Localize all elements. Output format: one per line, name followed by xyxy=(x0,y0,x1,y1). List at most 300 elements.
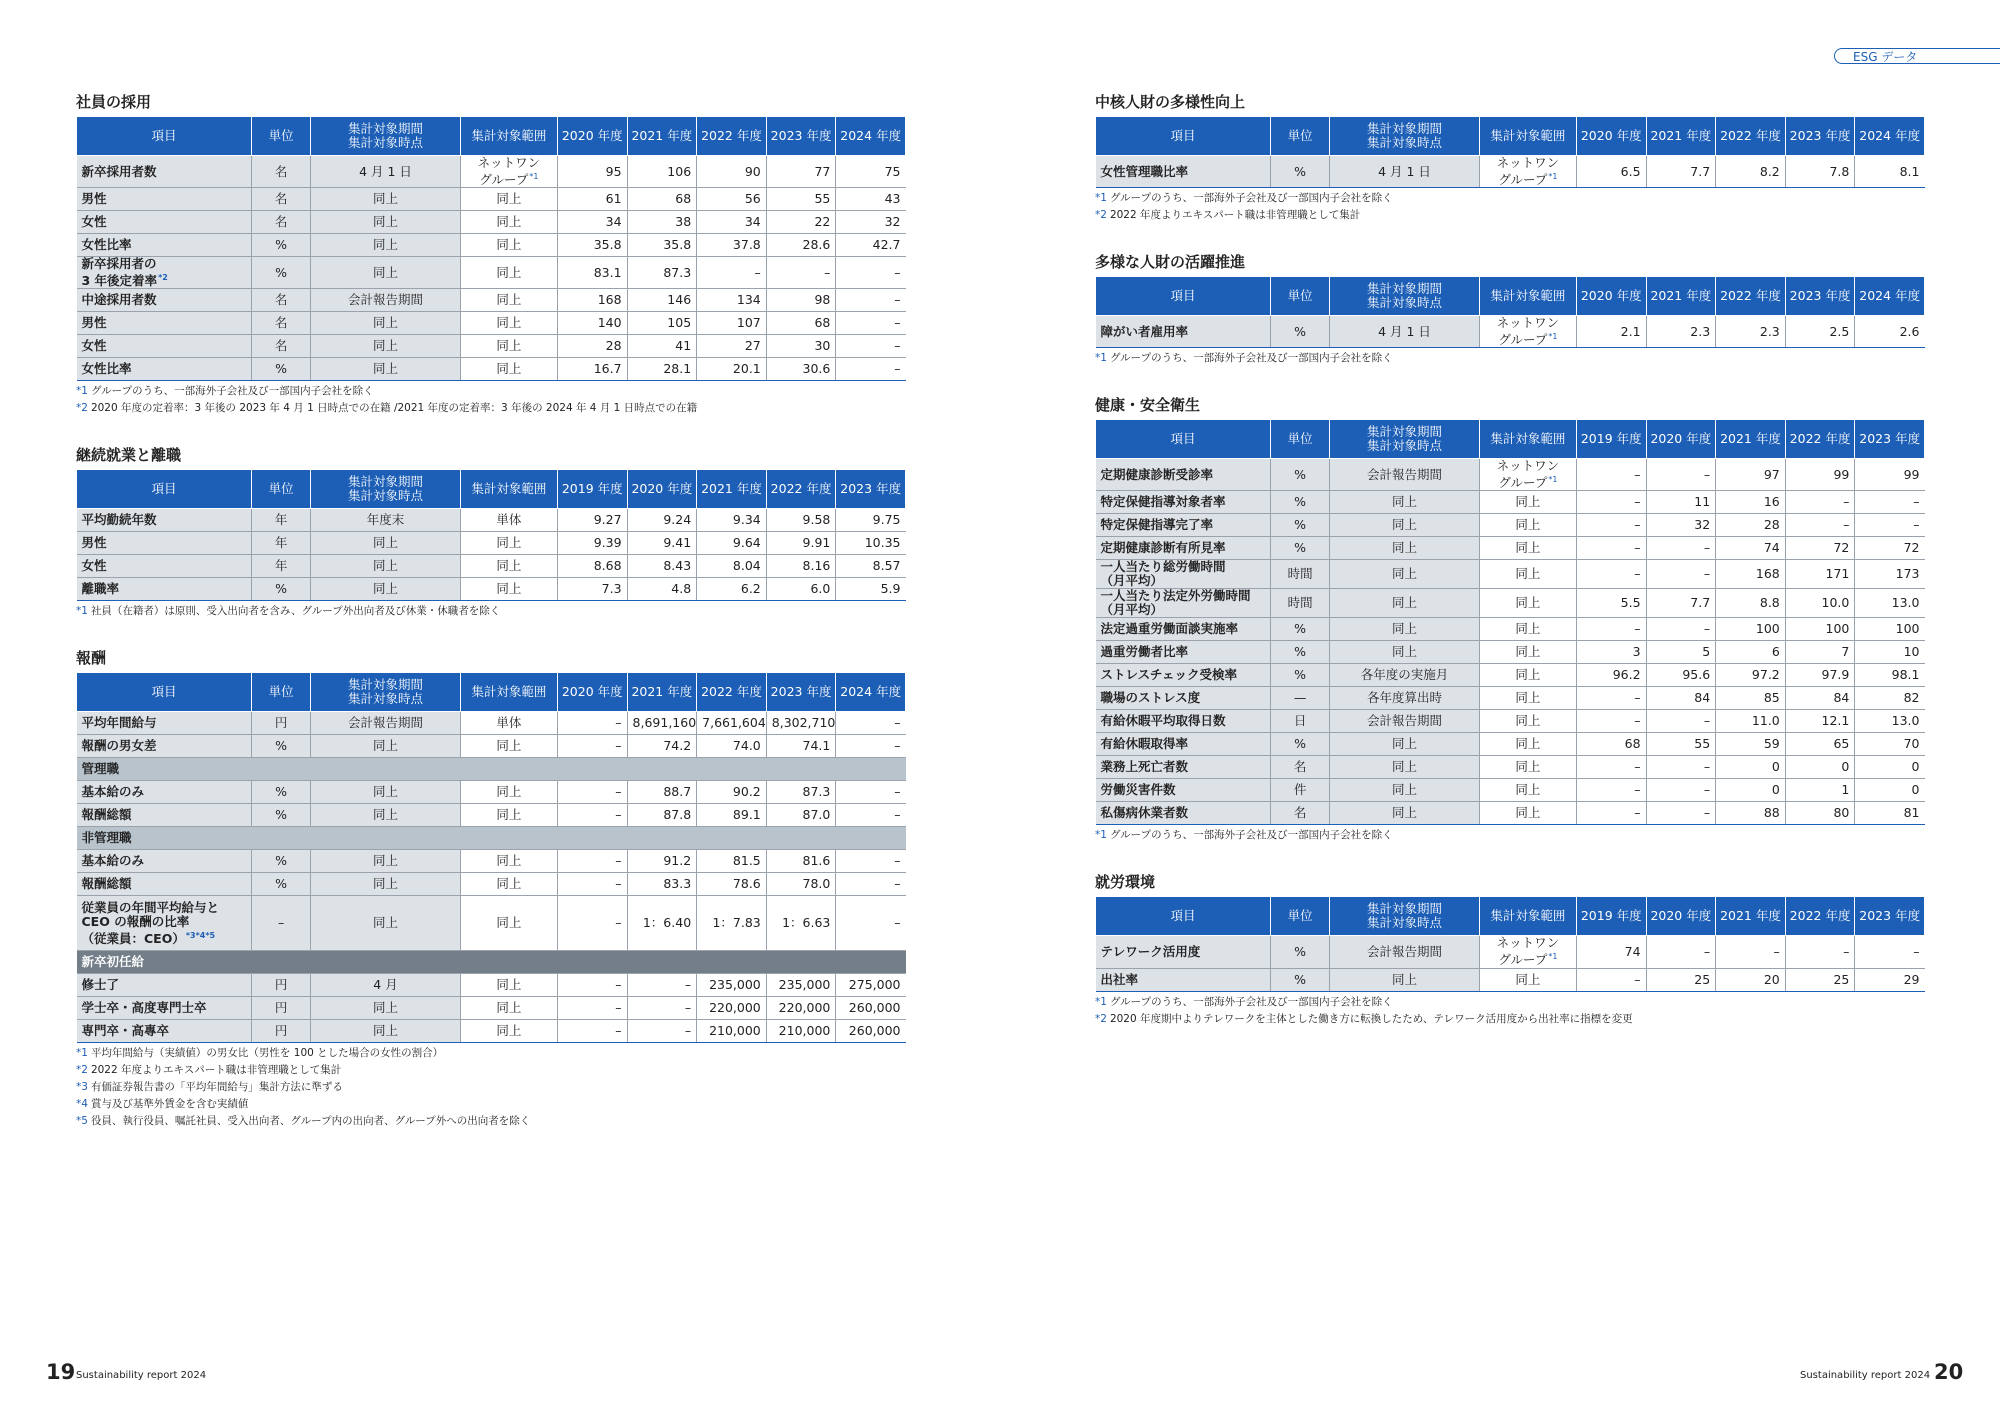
table-row xyxy=(77,156,906,188)
value-cell: 70 xyxy=(1855,733,1925,756)
table-row xyxy=(77,735,906,758)
value-cell: 56 xyxy=(697,188,767,211)
value-cell: 28.6 xyxy=(766,234,836,257)
value-cell: 83.1 xyxy=(557,257,627,289)
scope-cell: 同上 xyxy=(1479,779,1576,802)
section-title: 多様な人財の活躍推進 xyxy=(1095,253,1246,272)
period-header-line1: 集計対象期間 xyxy=(1367,281,1443,297)
value-cell: – xyxy=(1576,537,1646,560)
period-cell: 同上 xyxy=(311,188,461,211)
footnote xyxy=(1095,190,1925,207)
value-cell: 28.1 xyxy=(627,358,697,381)
table-row xyxy=(77,188,906,211)
header-row xyxy=(1096,897,1925,936)
row-label: 平均年間給与 xyxy=(77,712,252,735)
value-cell: – xyxy=(1576,560,1646,589)
period-cell: 同上 xyxy=(311,335,461,358)
value-cell: – xyxy=(1785,491,1855,514)
value-cell: – xyxy=(1576,491,1646,514)
col-unit: 単位 xyxy=(1271,420,1330,459)
unit-cell: % xyxy=(1271,664,1330,687)
value-cell: 5 xyxy=(1646,641,1716,664)
footnote-marker: *1 xyxy=(529,172,539,181)
footnote-text: 2022 年度よりエキスパート職は非管理職として集計 xyxy=(90,1064,342,1077)
scope-cell: 同上 xyxy=(460,997,557,1020)
value-cell: 78.0 xyxy=(766,873,836,896)
data-table xyxy=(1095,419,1925,825)
section-core-diversity xyxy=(1095,91,1925,224)
period-cell: 同上 xyxy=(311,211,461,234)
col-year: 2022 年度 xyxy=(1716,277,1786,316)
section-pay xyxy=(76,647,906,1130)
unit-cell: 日 xyxy=(1271,710,1330,733)
footnotes xyxy=(76,383,906,417)
value-cell: 8,302,710 xyxy=(766,712,836,735)
period-header-line2: 集計対象時点 xyxy=(1367,915,1443,931)
period-header-line2: 集計対象時点 xyxy=(348,488,424,504)
row-label xyxy=(1096,560,1271,589)
col-year: 2023 年度 xyxy=(1855,897,1925,936)
row-label: 女性 xyxy=(77,335,252,358)
period-cell: 各年度の実施月 xyxy=(1330,664,1480,687)
subheader-row-label: 管理職 xyxy=(77,758,906,781)
footnote xyxy=(76,1079,906,1096)
value-cell: – xyxy=(1855,514,1925,537)
table-row xyxy=(1096,491,1925,514)
row-label: 平均勤続年数 xyxy=(77,509,252,532)
value-cell: 68 xyxy=(766,312,836,335)
scope-cell: 同上 xyxy=(460,555,557,578)
table-row xyxy=(77,896,906,951)
period-cell: 同上 xyxy=(1330,618,1480,641)
value-cell: – xyxy=(1576,514,1646,537)
value-cell: 16 xyxy=(1716,491,1786,514)
value-cell: – xyxy=(557,974,627,997)
value-cell: – xyxy=(557,997,627,1020)
unit-cell: — xyxy=(1271,687,1330,710)
value-cell: 12.1 xyxy=(1785,710,1855,733)
scope-cell: 単体 xyxy=(460,712,557,735)
value-cell: – xyxy=(557,712,627,735)
scope-cell xyxy=(1479,936,1576,968)
report-title-right: Sustainability report 2024 xyxy=(1800,1370,1931,1381)
col-year: 2019 年度 xyxy=(557,470,627,509)
table-row xyxy=(1096,756,1925,779)
value-cell: – xyxy=(1576,968,1646,991)
row-label: 職場のストレス度 xyxy=(1096,687,1271,710)
data-table xyxy=(76,469,906,601)
section-title: 報酬 xyxy=(76,649,107,668)
section-title: 継続就業と離職 xyxy=(76,446,182,465)
table-row xyxy=(77,335,906,358)
value-cell: – xyxy=(627,974,697,997)
value-cell: 98.1 xyxy=(1855,664,1925,687)
table-row xyxy=(1096,733,1925,756)
footnote-text: 社員（在籍者）は原則、受入出向者を含み、グループ外出向者及び休業・休職者を除く xyxy=(90,605,501,618)
scope-cell: 同上 xyxy=(460,358,557,381)
footnote-text: 賞与及び基準外賃金を含む実績値 xyxy=(90,1098,249,1111)
value-cell: 29 xyxy=(1855,968,1925,991)
footnote xyxy=(76,1113,906,1130)
value-cell: 3 xyxy=(1576,641,1646,664)
period-cell: 4 月 1 日 xyxy=(311,156,461,188)
value-cell: – xyxy=(1576,687,1646,710)
table-row xyxy=(77,211,906,234)
col-scope: 集計対象範囲 xyxy=(1479,420,1576,459)
esg-data-tab: ESG データ xyxy=(1834,48,2000,64)
value-cell: 210,000 xyxy=(766,1020,836,1043)
period-cell: 同上 xyxy=(311,997,461,1020)
scope-cell: 同上 xyxy=(460,257,557,289)
period-header-line2: 集計対象時点 xyxy=(1367,295,1443,311)
value-cell: 168 xyxy=(557,289,627,312)
unit-cell: % xyxy=(252,735,311,758)
value-cell: 84 xyxy=(1785,687,1855,710)
value-cell: 13.0 xyxy=(1855,589,1925,618)
footnote xyxy=(1095,350,1925,367)
row-label xyxy=(77,257,252,289)
table-row xyxy=(77,532,906,555)
value-cell: 41 xyxy=(627,335,697,358)
period-cell: 同上 xyxy=(1330,802,1480,825)
row-label: 男性 xyxy=(77,188,252,211)
row-label: 報酬の男女差 xyxy=(77,735,252,758)
period-cell: 4 月 xyxy=(311,974,461,997)
period-cell: 同上 xyxy=(1330,779,1480,802)
page-number-right: 20 xyxy=(1934,1360,1964,1384)
value-cell: 5.9 xyxy=(836,578,906,601)
value-cell: 235,000 xyxy=(697,974,767,997)
scope-cell: 同上 xyxy=(460,781,557,804)
value-cell: 100 xyxy=(1716,618,1786,641)
col-year: 2019 年度 xyxy=(1576,420,1646,459)
unit-cell: 名 xyxy=(252,156,311,188)
unit-cell: % xyxy=(1271,936,1330,968)
col-scope: 集計対象範囲 xyxy=(1479,277,1576,316)
unit-cell: % xyxy=(1271,537,1330,560)
value-cell: 81 xyxy=(1855,802,1925,825)
value-cell: 13.0 xyxy=(1855,710,1925,733)
value-cell: 173 xyxy=(1855,560,1925,589)
value-cell: 107 xyxy=(697,312,767,335)
footnote-text: グループのうち、一部海外子会社及び一部国内子会社を除く xyxy=(1109,192,1393,205)
value-cell: 140 xyxy=(557,312,627,335)
footnote xyxy=(1095,994,1925,1011)
value-cell: – xyxy=(697,257,767,289)
scope-cell: 同上 xyxy=(1479,756,1576,779)
value-cell: 28 xyxy=(1716,514,1786,537)
scope-cell: 同上 xyxy=(1479,514,1576,537)
value-cell: 74.2 xyxy=(627,735,697,758)
value-cell: 88.7 xyxy=(627,781,697,804)
section-title: 健康・安全衛生 xyxy=(1095,396,1201,415)
table-row xyxy=(77,997,906,1020)
unit-cell: % xyxy=(1271,968,1330,991)
footnote xyxy=(1095,827,1925,844)
value-cell: 1：7.83 xyxy=(697,896,767,951)
value-cell: 78.6 xyxy=(697,873,767,896)
period-cell: 同上 xyxy=(311,234,461,257)
row-label: 女性比率 xyxy=(77,234,252,257)
period-cell: 同上 xyxy=(1330,968,1480,991)
table-row xyxy=(77,234,906,257)
value-cell: 4.8 xyxy=(627,578,697,601)
period-cell: 会計報告期間 xyxy=(1330,710,1480,733)
value-cell: – xyxy=(1576,618,1646,641)
unit-cell: % xyxy=(252,234,311,257)
scope-cell xyxy=(460,156,557,188)
value-cell: 2.5 xyxy=(1785,316,1855,348)
value-cell: – xyxy=(557,873,627,896)
value-cell: 7.8 xyxy=(1785,156,1855,188)
unit-cell: % xyxy=(252,781,311,804)
col-unit: 単位 xyxy=(252,117,311,156)
value-cell: 61 xyxy=(557,188,627,211)
table-row xyxy=(1096,687,1925,710)
footnote-text: 2020 年度の定着率：3 年後の 2023 年 4 月 1 日時点での在籍 /2021 年度の定着率：3 年後の 2024 年 4 月 1 日時点での在籍 xyxy=(90,402,698,415)
header-row xyxy=(77,673,906,712)
period-header-line1: 集計対象期間 xyxy=(348,474,424,490)
unit-cell: 件 xyxy=(1271,779,1330,802)
scope-cell: 同上 xyxy=(1479,664,1576,687)
value-cell: 77 xyxy=(766,156,836,188)
row-label: 障がい者雇用率 xyxy=(1096,316,1271,348)
period-cell: 同上 xyxy=(1330,514,1480,537)
value-cell: 1：6.63 xyxy=(766,896,836,951)
unit-cell: % xyxy=(1271,491,1330,514)
value-cell: – xyxy=(1576,779,1646,802)
col-year: 2021 年度 xyxy=(627,673,697,712)
period-header-line1: 集計対象期間 xyxy=(1367,424,1443,440)
unit-cell: 名 xyxy=(252,289,311,312)
col-item: 項目 xyxy=(1096,117,1271,156)
row-label: 特定保健指導完了率 xyxy=(1096,514,1271,537)
value-cell: 74 xyxy=(1716,537,1786,560)
value-cell: 10.0 xyxy=(1785,589,1855,618)
unit-cell: % xyxy=(1271,618,1330,641)
footnotes xyxy=(76,1045,906,1130)
footnote-mark: *1 xyxy=(76,605,88,618)
value-cell: 171 xyxy=(1785,560,1855,589)
value-cell: 84 xyxy=(1646,687,1716,710)
col-year: 2022 年度 xyxy=(1785,897,1855,936)
period-header-line1: 集計対象期間 xyxy=(1367,901,1443,917)
footnote-mark: *2 xyxy=(1095,1012,1107,1025)
scope-cell: 同上 xyxy=(460,804,557,827)
period-cell: 同上 xyxy=(311,896,461,951)
col-item: 項目 xyxy=(77,470,252,509)
col-unit: 単位 xyxy=(1271,117,1330,156)
value-cell: – xyxy=(836,335,906,358)
footnote-mark: *1 xyxy=(1095,192,1107,205)
unit-cell: 円 xyxy=(252,1020,311,1043)
cell-line: ネットワン xyxy=(1496,935,1560,951)
value-cell: 9.27 xyxy=(557,509,627,532)
value-cell: – xyxy=(1646,710,1716,733)
row-label: 労働災害件数 xyxy=(1096,779,1271,802)
value-cell: 275,000 xyxy=(836,974,906,997)
footnote-marker: *1 xyxy=(1548,475,1558,485)
value-cell: 89.1 xyxy=(697,804,767,827)
value-cell: 8.04 xyxy=(697,555,767,578)
footnote xyxy=(76,400,906,417)
value-cell: 260,000 xyxy=(836,997,906,1020)
section-health-safety xyxy=(1095,394,1925,844)
col-item: 項目 xyxy=(77,117,252,156)
value-cell: 68 xyxy=(627,188,697,211)
scope-cell: 同上 xyxy=(1479,537,1576,560)
scope-cell: 同上 xyxy=(460,735,557,758)
col-period xyxy=(1330,117,1480,156)
unit-cell: % xyxy=(252,257,311,289)
cell-line: グループ xyxy=(1498,332,1548,348)
value-cell: 35.8 xyxy=(627,234,697,257)
unit-cell: 時間 xyxy=(1271,589,1330,618)
value-cell: – xyxy=(1646,936,1716,968)
scope-cell: 同上 xyxy=(460,211,557,234)
value-cell: – xyxy=(557,850,627,873)
scope-cell: 同上 xyxy=(460,896,557,951)
col-unit: 単位 xyxy=(1271,277,1330,316)
period-cell: 同上 xyxy=(1330,560,1480,589)
table-row xyxy=(1096,936,1925,968)
value-cell: 0 xyxy=(1716,779,1786,802)
scope-cell: 単体 xyxy=(460,509,557,532)
row-label: 報酬総額 xyxy=(77,804,252,827)
unit-cell: % xyxy=(1271,459,1330,491)
value-cell: 134 xyxy=(697,289,767,312)
value-cell: 80 xyxy=(1785,802,1855,825)
table-row xyxy=(1096,537,1925,560)
value-cell: 55 xyxy=(1646,733,1716,756)
value-cell: – xyxy=(557,804,627,827)
value-cell: 35.8 xyxy=(557,234,627,257)
col-year: 2021 年度 xyxy=(1646,277,1716,316)
period-cell: 同上 xyxy=(311,257,461,289)
value-cell: 74.0 xyxy=(697,735,767,758)
table-row xyxy=(1096,802,1925,825)
row-label: 出社率 xyxy=(1096,968,1271,991)
col-year: 2021 年度 xyxy=(1646,117,1716,156)
value-cell: 7 xyxy=(1785,641,1855,664)
value-cell: – xyxy=(1646,537,1716,560)
scope-cell: 同上 xyxy=(1479,491,1576,514)
value-cell: 5.5 xyxy=(1576,589,1646,618)
col-year: 2022 年度 xyxy=(1785,420,1855,459)
row-label: 基本給のみ xyxy=(77,850,252,873)
table-row xyxy=(1096,968,1925,991)
value-cell: 85 xyxy=(1716,687,1786,710)
table-row xyxy=(1096,316,1925,348)
value-cell: 106 xyxy=(627,156,697,188)
value-cell: 97.2 xyxy=(1716,664,1786,687)
value-cell: 10 xyxy=(1855,641,1925,664)
col-year: 2023 年度 xyxy=(1785,117,1855,156)
value-cell: 88 xyxy=(1716,802,1786,825)
period-cell: 同上 xyxy=(1330,733,1480,756)
value-cell: – xyxy=(836,289,906,312)
value-cell: 9.58 xyxy=(766,509,836,532)
col-year: 2020 年度 xyxy=(1576,277,1646,316)
value-cell: 25 xyxy=(1785,968,1855,991)
col-unit: 単位 xyxy=(1271,897,1330,936)
value-cell: 68 xyxy=(1576,733,1646,756)
row-label: 新卒採用者数 xyxy=(77,156,252,188)
value-cell: 0 xyxy=(1716,756,1786,779)
value-cell: 87.3 xyxy=(627,257,697,289)
value-cell: 87.8 xyxy=(627,804,697,827)
value-cell: 105 xyxy=(627,312,697,335)
unit-cell: 円 xyxy=(252,974,311,997)
unit-cell: 年 xyxy=(252,509,311,532)
period-cell: 同上 xyxy=(311,358,461,381)
period-cell: 各年度算出時 xyxy=(1330,687,1480,710)
col-year: 2020 年度 xyxy=(627,470,697,509)
period-cell: 同上 xyxy=(311,578,461,601)
value-cell: 97.9 xyxy=(1785,664,1855,687)
cell-line: ネットワン xyxy=(1496,315,1560,331)
col-year: 2022 年度 xyxy=(1716,117,1786,156)
unit-cell: % xyxy=(252,804,311,827)
period-header-line2: 集計対象時点 xyxy=(348,691,424,707)
footnote-text: 平均年間給与（実績値）の男女比（男性を 100 とした場合の女性の割合） xyxy=(90,1047,444,1060)
cell-line: 3 年後定着率 xyxy=(81,273,158,289)
value-cell: – xyxy=(1646,802,1716,825)
footnote-text: 有価証券報告書の「平均年間給与」集計方法に準ずる xyxy=(90,1081,343,1094)
cell-line: グループ xyxy=(1498,172,1548,188)
footnote xyxy=(76,1062,906,1079)
value-cell: 2.3 xyxy=(1716,316,1786,348)
value-cell: – xyxy=(1785,936,1855,968)
unit-cell: 名 xyxy=(1271,802,1330,825)
period-header-line1: 集計対象期間 xyxy=(348,677,424,693)
table-row xyxy=(77,974,906,997)
table-row xyxy=(77,1020,906,1043)
table-row xyxy=(77,850,906,873)
footnote-mark: *3 xyxy=(76,1081,88,1094)
value-cell: – xyxy=(1855,491,1925,514)
footnotes xyxy=(1095,190,1925,224)
unit-cell: % xyxy=(1271,641,1330,664)
value-cell: 220,000 xyxy=(697,997,767,1020)
period-cell: 同上 xyxy=(1330,537,1480,560)
col-year: 2022 年度 xyxy=(766,470,836,509)
subheader-row-label: 非管理職 xyxy=(77,827,906,850)
section-work-environment xyxy=(1095,871,1925,1027)
period-cell: 同上 xyxy=(311,781,461,804)
col-unit: 単位 xyxy=(252,673,311,712)
value-cell: 83.3 xyxy=(627,873,697,896)
value-cell: – xyxy=(836,850,906,873)
value-cell: 6.2 xyxy=(697,578,767,601)
data-table xyxy=(1095,276,1925,348)
table-row xyxy=(1096,514,1925,537)
value-cell: 235,000 xyxy=(766,974,836,997)
data-table xyxy=(1095,896,1925,991)
value-cell: – xyxy=(557,735,627,758)
col-item: 項目 xyxy=(1096,897,1271,936)
col-year: 2022 年度 xyxy=(697,117,767,156)
footnote xyxy=(1095,1011,1925,1028)
footnote-mark: *2 xyxy=(1095,209,1107,222)
footnote xyxy=(76,1045,906,1062)
value-cell: 65 xyxy=(1785,733,1855,756)
value-cell: – xyxy=(627,997,697,1020)
value-cell: – xyxy=(1576,756,1646,779)
value-cell: 146 xyxy=(627,289,697,312)
table-row xyxy=(1096,560,1925,589)
period-cell: 同上 xyxy=(311,555,461,578)
